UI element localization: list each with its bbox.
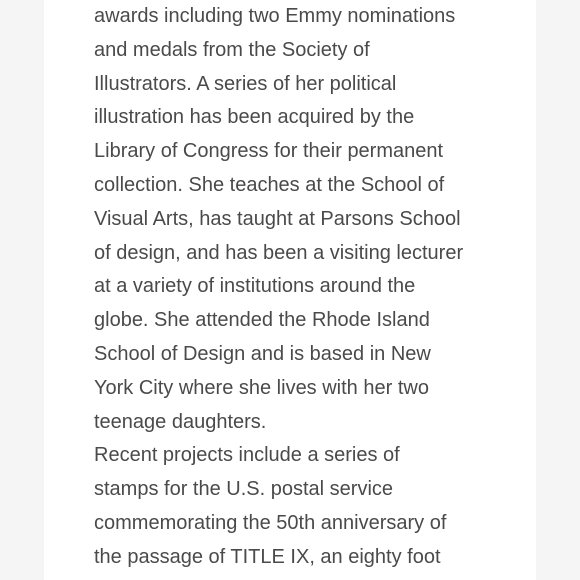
- bio-line: School of Design and is based in New: [94, 342, 431, 365]
- projects-line: commemorating the 50th anniversary of: [94, 511, 447, 534]
- bio-line: Illustrators. A series of her political: [94, 72, 397, 95]
- bio-line: teenage daughters.: [94, 410, 267, 433]
- bio-line: Visual Arts, has taught at Parsons School: [94, 207, 461, 230]
- bio-line: of design, and has been a visiting lecturer: [94, 241, 464, 264]
- bio-line: Library of Congress for their permanent: [94, 140, 444, 163]
- projects-line: Recent projects include a series of: [94, 444, 400, 467]
- projects-line: the passage of TITLE IX, an eighty foot: [94, 545, 441, 568]
- bio-line: illustration has been acquired by the: [94, 106, 415, 129]
- projects-line: stamps for the U.S. postal service: [94, 478, 394, 501]
- bio-line: at a variety of institutions around the: [94, 275, 416, 298]
- bio-line: awards including two Emmy nominations: [94, 5, 456, 27]
- bio-line: globe. She attended the Rhode Island: [94, 309, 430, 332]
- article-body: [94, 0, 504, 575]
- bio-line: collection. She teaches at the School of: [94, 173, 445, 196]
- bio-line: York City where she lives with her two: [94, 376, 429, 399]
- bio-line: and medals from the Society of: [94, 38, 370, 61]
